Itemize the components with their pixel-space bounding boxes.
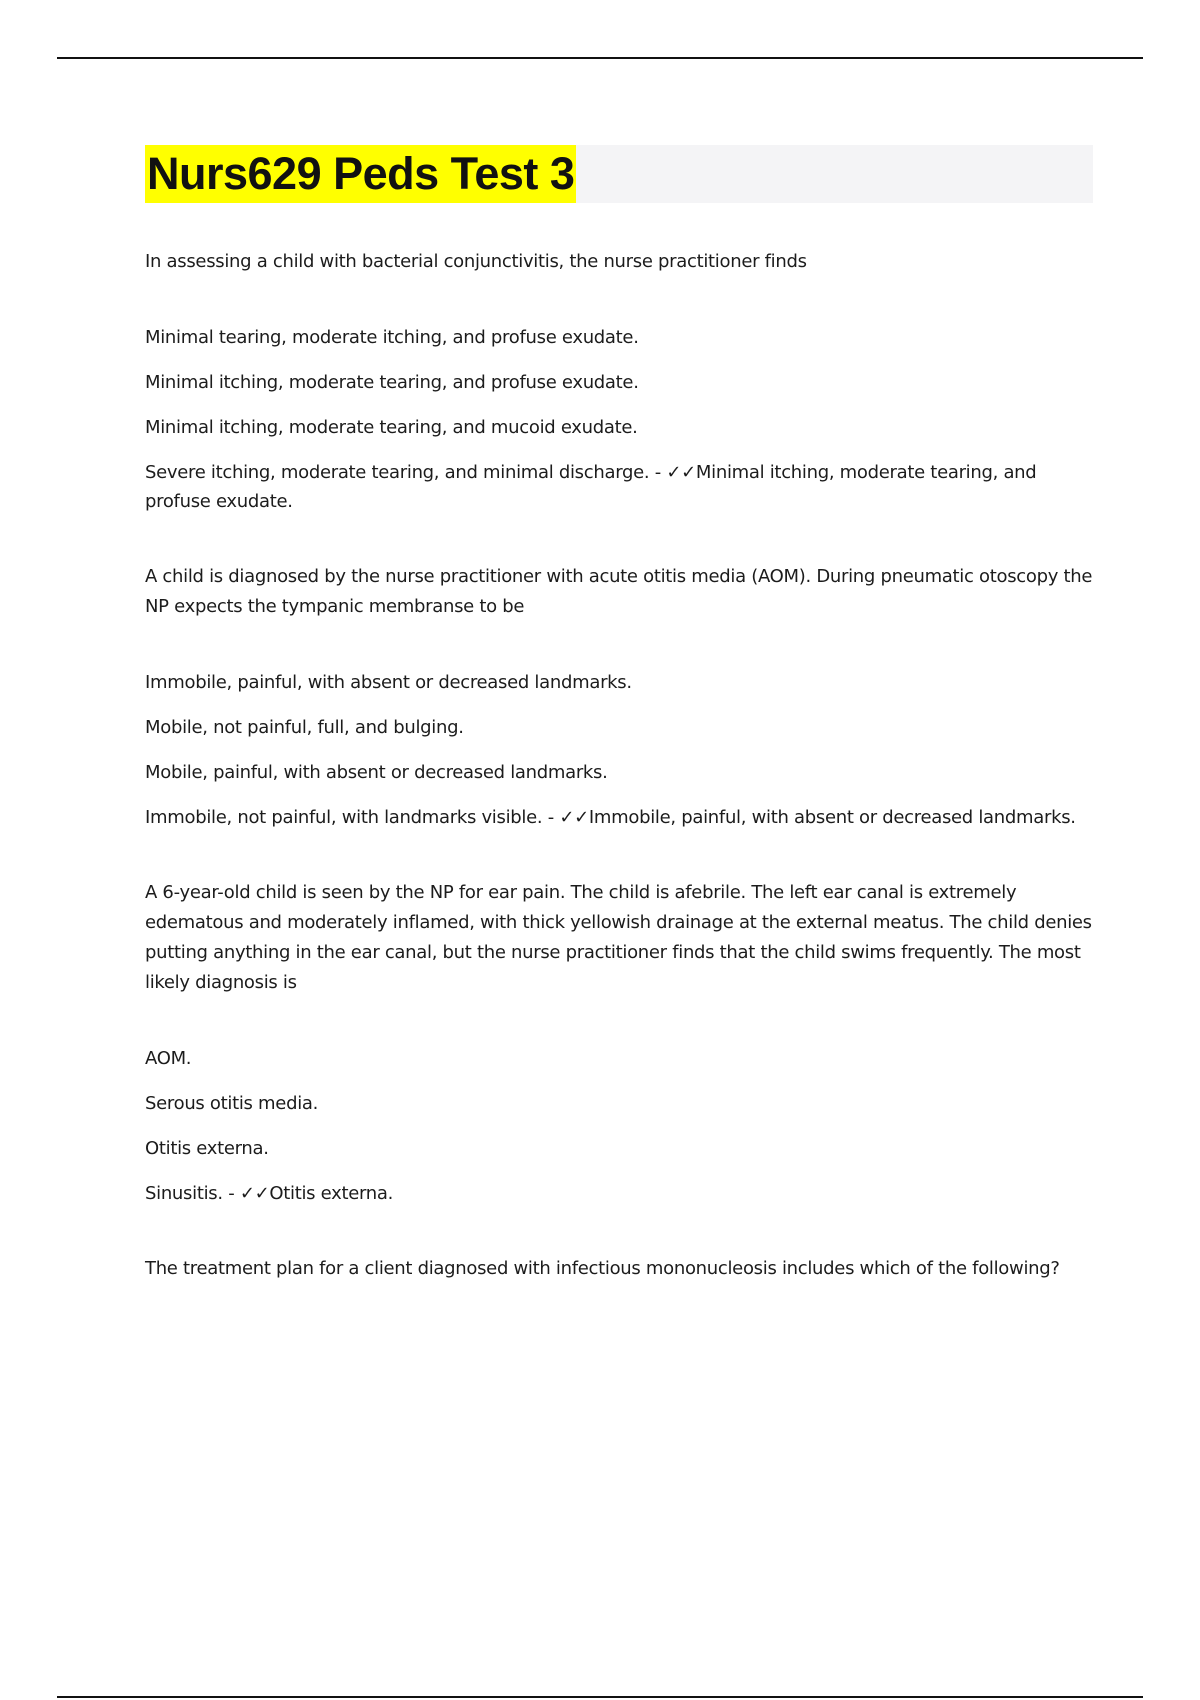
answer-option: Minimal itching, moderate tearing, and mucoid exudate. [145,417,638,438]
answer-option: Immobile, painful, with absent or decreased landmarks. [145,672,632,693]
bottom-rule [57,1696,1143,1698]
question-1 [145,247,1093,516]
answer-option: Mobile, not painful, full, and bulging. [145,717,464,738]
question-4 [145,1254,1093,1284]
top-rule [57,57,1143,59]
answer-options [145,323,1093,516]
question-2 [145,562,1093,832]
answer-option-with-key: Immobile, not painful, with landmarks visible. - ✓✓Immobile, painful, with absent or decreased landmarks. [145,807,1076,828]
question-stem: The treatment plan for a client diagnosed with infectious mononucleosis includes which of the following? [145,1258,1060,1279]
answer-options [145,1044,1093,1208]
answer-option: Otitis externa. [145,1138,269,1159]
answer-option: Serous otitis media. [145,1093,319,1114]
question-3 [145,878,1093,1208]
question-stem: In assessing a child with bacterial conjunctivitis, the nurse practitioner finds [145,251,807,272]
answer-option-with-key: Severe itching, moderate tearing, and minimal discharge. - ✓✓Minimal itching, moderate tearing, and profuse exudate. [145,462,1037,512]
answer-option: Mobile, painful, with absent or decreased landmarks. [145,762,608,783]
question-stem: A child is diagnosed by the nurse practitioner with acute otitis media (AOM). During pneumatic otoscopy the NP expects the tympanic membranse to be [145,566,1093,617]
document-title: Nurs629 Peds Test 3 [145,145,576,203]
question-stem: A 6-year-old child is seen by the NP for ear pain. The child is afebrile. The left ear canal is extremely edematous and moderately inflamed, with thick yellowish drainage at the external meatus. The child denies putting anything in the ear canal, but the nurse practitioner finds that the child swims frequently. The most likely diagnosis is [145,882,1092,993]
answer-option: AOM. [145,1048,192,1069]
answer-options [145,668,1093,832]
answer-option: Minimal tearing, moderate itching, and profuse exudate. [145,327,639,348]
answer-option: Minimal itching, moderate tearing, and profuse exudate. [145,372,639,393]
answer-option-with-key: Sinusitis. - ✓✓Otitis externa. [145,1183,394,1204]
document-body [145,145,1093,1330]
title-band [145,145,1093,203]
